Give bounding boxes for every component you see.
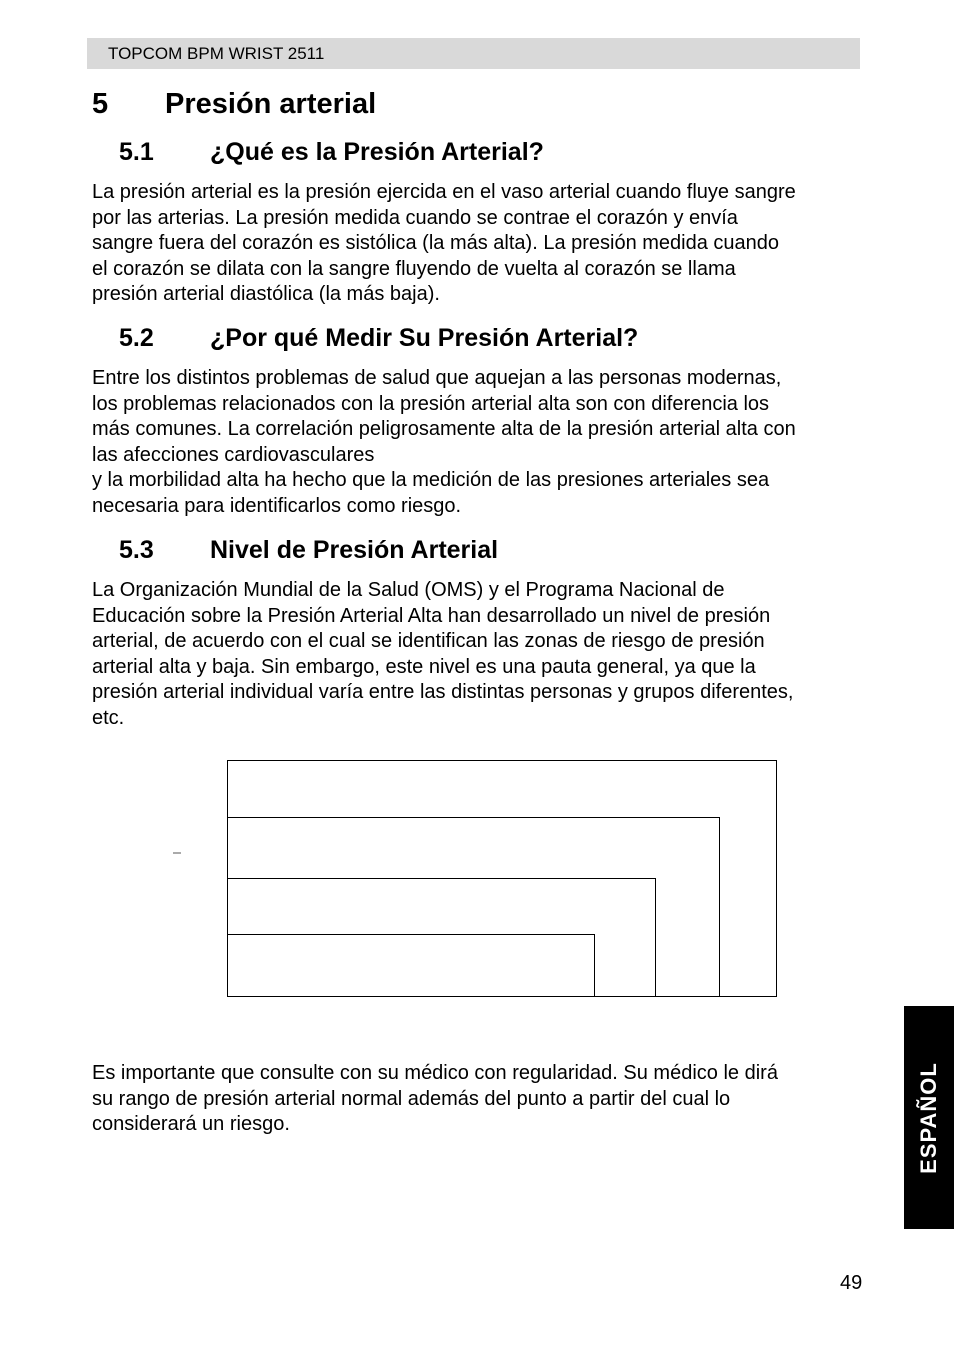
section-5-1-body bbox=[92, 180, 872, 308]
section-5-2-heading bbox=[119, 324, 638, 353]
section-5-1-title: ¿Qué es la Presión Arterial? bbox=[210, 138, 544, 166]
paragraph-line: Educación sobre la Presión Arterial Alta han desarrollado un nivel de presión bbox=[92, 604, 771, 627]
paragraph-line: el corazón se dilata con la sangre fluyendo de vuelta al corazón se llama bbox=[92, 257, 736, 280]
section-5-1-heading bbox=[119, 138, 544, 167]
chart-zone-4 bbox=[228, 935, 595, 997]
paragraph-line: considerará un riesgo. bbox=[92, 1113, 290, 1136]
paragraph-line: presión arterial diastólica (la más baja). bbox=[92, 283, 440, 306]
paragraph-line: su rango de presión arterial normal además del punto a partir del cual lo bbox=[92, 1087, 731, 1110]
paragraph-line: La Organización Mundial de la Salud (OMS) y el Programa Nacional de bbox=[92, 579, 725, 601]
paragraph-line: arterial, de acuerdo con el cual se identifican las zonas de riesgo de presión bbox=[92, 630, 765, 653]
header-bar bbox=[87, 38, 860, 69]
blood-pressure-level-chart bbox=[160, 745, 800, 1015]
page-number: 49 bbox=[840, 1272, 863, 1294]
section-5-1-number: 5.1 bbox=[119, 138, 154, 166]
paragraph-line: presión arterial individual varía entre las distintas personas y grupos diferentes, bbox=[92, 681, 794, 704]
paragraph-line: necesaria para identificarlos como riesgo. bbox=[92, 494, 462, 517]
section-5-2-body bbox=[92, 366, 872, 520]
section-5-3-heading bbox=[119, 536, 498, 565]
chart-zone-3 bbox=[228, 879, 656, 997]
paragraph-line: etc. bbox=[92, 706, 125, 729]
closing-paragraph bbox=[92, 1061, 872, 1138]
section-5-number: 5 bbox=[92, 88, 109, 120]
language-tab-label: ESPAÑOL bbox=[916, 1061, 941, 1174]
section-5-3-number: 5.3 bbox=[119, 536, 154, 564]
section-5-2-number: 5.2 bbox=[119, 324, 154, 352]
language-tab bbox=[904, 1006, 954, 1229]
paragraph-line: Es importante que consulte con su médico con regularidad. Su médico le dirá bbox=[92, 1062, 778, 1084]
section-5-heading bbox=[92, 88, 376, 121]
paragraph-line: y la morbilidad alta ha hecho que la medición de las presiones arteriales sea bbox=[92, 469, 770, 492]
paragraph-line: más comunes. La correlación peligrosamente alta de la presión arterial alta con bbox=[92, 418, 796, 441]
paragraph-line: las afecciones cardiovasculares bbox=[92, 443, 375, 466]
section-5-title: Presión arterial bbox=[165, 88, 377, 120]
paragraph-line: sangre fuera del corazón es sistólica (la más alta). La presión medida cuando bbox=[92, 232, 780, 255]
paragraph-line: los problemas relacionados con la presión arterial alta son con diferencia los bbox=[92, 392, 770, 415]
section-5-2-title: ¿Por qué Medir Su Presión Arterial? bbox=[210, 324, 639, 352]
header-title: TOPCOM BPM WRIST 2511 bbox=[108, 44, 325, 63]
section-5-3-title: Nivel de Presión Arterial bbox=[210, 536, 499, 564]
paragraph-line: por las arterias. La presión medida cuando se contrae el corazón y envía bbox=[92, 206, 738, 229]
paragraph-line: La presión arterial es la presión ejercida en el vaso arterial cuando fluye sangre bbox=[92, 181, 796, 203]
paragraph-line: arterial alta y baja. Sin embargo, este nivel es una pauta general, ya que la bbox=[92, 655, 756, 678]
chart-zone-2 bbox=[228, 818, 720, 997]
section-5-3-body bbox=[92, 578, 872, 732]
paragraph-line: Entre los distintos problemas de salud que aquejan a las personas modernas, bbox=[92, 367, 782, 389]
